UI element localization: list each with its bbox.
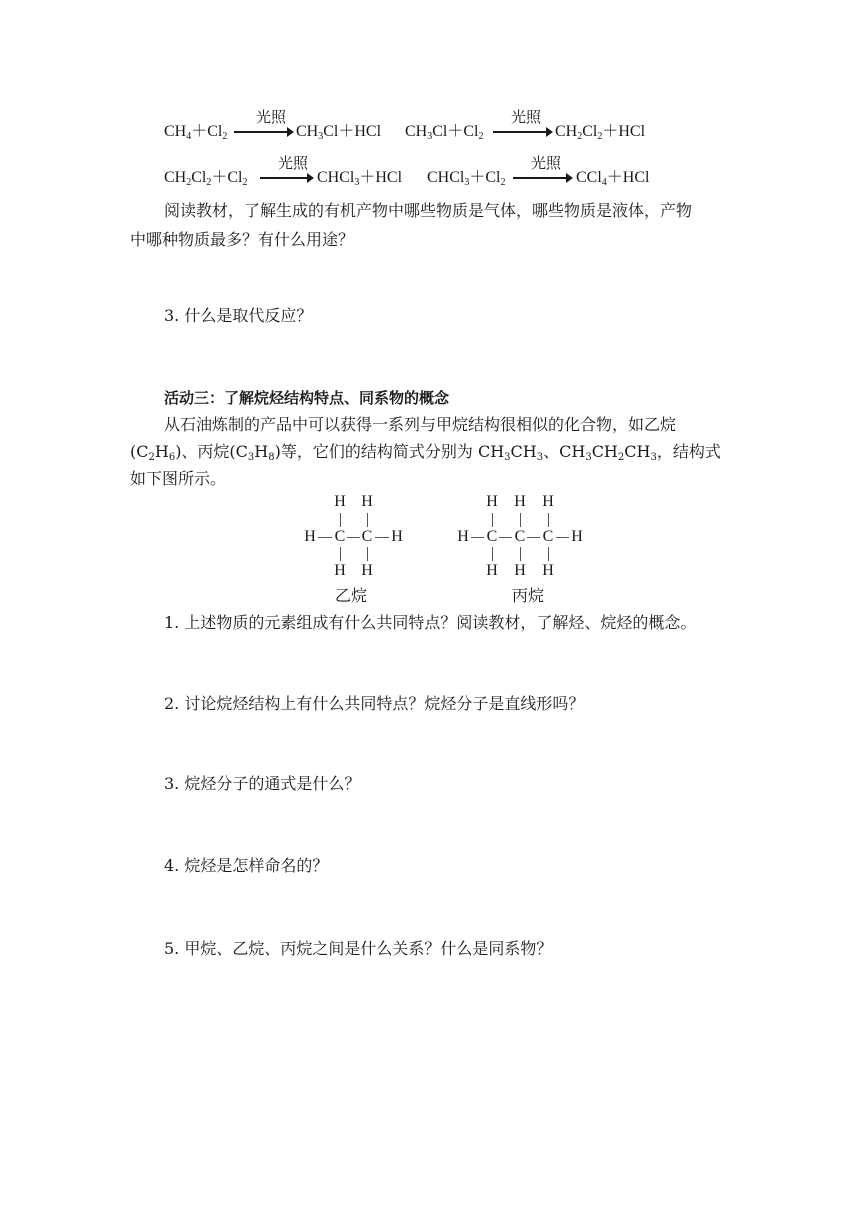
reaction-1-arrow [234, 131, 292, 133]
atom-h: H [486, 562, 498, 579]
paragraph-2-line-2: $(C_2H_6)$、丙烷$(C_3H_8)$等，它们的结构简式分别为 $CH_3CH_3$、$CH_3CH_2CH_3$，结构式 [130, 442, 721, 463]
bond [520, 547, 521, 561]
question-1: 1. 上述物质的元素组成有什么共同特点？阅读教材，了解烃、烷烃的概念。 [164, 613, 697, 632]
bond [492, 547, 493, 561]
paragraph-2-line-1: 从石油炼制的产品中可以获得一系列与甲烷结构很相似的化合物，如乙烷 [164, 415, 677, 434]
bond [471, 537, 484, 538]
atom-c: C [334, 528, 346, 545]
bond [527, 537, 540, 538]
question-2: 2. 讨论烷烃结构上有什么共同特点？烷烃分子是直线形吗？ [164, 694, 585, 713]
atom-h: H [514, 562, 526, 579]
atom-h: H [361, 493, 373, 510]
reaction-1-condition: 光照 [255, 110, 286, 126]
bond [492, 513, 493, 527]
reaction-3-arrow [260, 177, 312, 179]
reaction-1-left: $CH_4+Cl_2$ [164, 123, 228, 142]
propane-structure [455, 490, 595, 586]
bond [340, 547, 341, 561]
question-4: 4. 烷烃是怎样命名的？ [164, 856, 329, 875]
atom-h: H [486, 493, 498, 510]
bond [367, 513, 368, 527]
bond [367, 547, 368, 561]
reaction-4-left: $CHCl_3+Cl_2$ [427, 169, 506, 188]
atom-h: H [571, 528, 583, 545]
atom-h: H [457, 528, 469, 545]
question-substitution: 3. 什么是取代反应？ [164, 306, 313, 325]
reaction-4-right: CCl$_4$＋HCl [576, 169, 650, 188]
ethane-caption: 乙烷 [335, 586, 368, 605]
atom-h: H [514, 493, 526, 510]
reaction-2-condition: 光照 [510, 110, 541, 126]
ethane-structure [300, 490, 410, 586]
bond [548, 513, 549, 527]
paragraph-2-line-3: 如下图所示。 [130, 469, 227, 488]
reaction-2-right: $CH_2Cl_2+HCl$ [555, 123, 646, 142]
atom-h: H [391, 528, 403, 545]
reaction-3-left: $CH_2Cl_2+Cl_2$ [164, 169, 248, 188]
bond [340, 513, 341, 527]
activity-3-heading: 活动三：了解烷烃结构特点、同系物的概念 [164, 389, 450, 407]
reaction-4-condition: 光照 [530, 156, 561, 172]
paragraph-1-line-2: 中哪种物质最多？有什么用途？ [130, 230, 355, 249]
paragraph-1-line-1: 阅读教材，了解生成的有机产物中哪些物质是气体，哪些物质是液体，产物 [164, 201, 693, 220]
question-3: 3. 烷烃分子的通式是什么？ [164, 774, 361, 793]
bond [499, 537, 512, 538]
atom-c: C [542, 528, 554, 545]
atom-h: H [304, 528, 316, 545]
question-5: 5. 甲烷、乙烷、丙烷之间是什么关系？什么是同系物？ [164, 939, 553, 958]
atom-h: H [542, 562, 554, 579]
atom-c: C [514, 528, 526, 545]
reaction-4-arrow [513, 177, 571, 179]
bond [520, 513, 521, 527]
bond [556, 537, 569, 538]
atom-c: C [486, 528, 498, 545]
atom-h: H [334, 562, 346, 579]
atom-h: H [542, 493, 554, 510]
reaction-2-left: $CH_3Cl+Cl_2$ [405, 123, 484, 142]
reaction-3-condition: 光照 [277, 156, 308, 172]
reaction-2-arrow [493, 131, 551, 133]
bond [548, 547, 549, 561]
propane-caption: 丙烷 [512, 586, 545, 605]
atom-c: C [361, 528, 373, 545]
atom-h: H [334, 493, 346, 510]
bond [318, 537, 332, 538]
atom-h: H [361, 562, 373, 579]
bond [375, 537, 389, 538]
reaction-1-right: $CH_3Cl+HCl$ [296, 123, 382, 142]
reaction-3-right: CHCl$_3$＋HCl [317, 169, 403, 188]
